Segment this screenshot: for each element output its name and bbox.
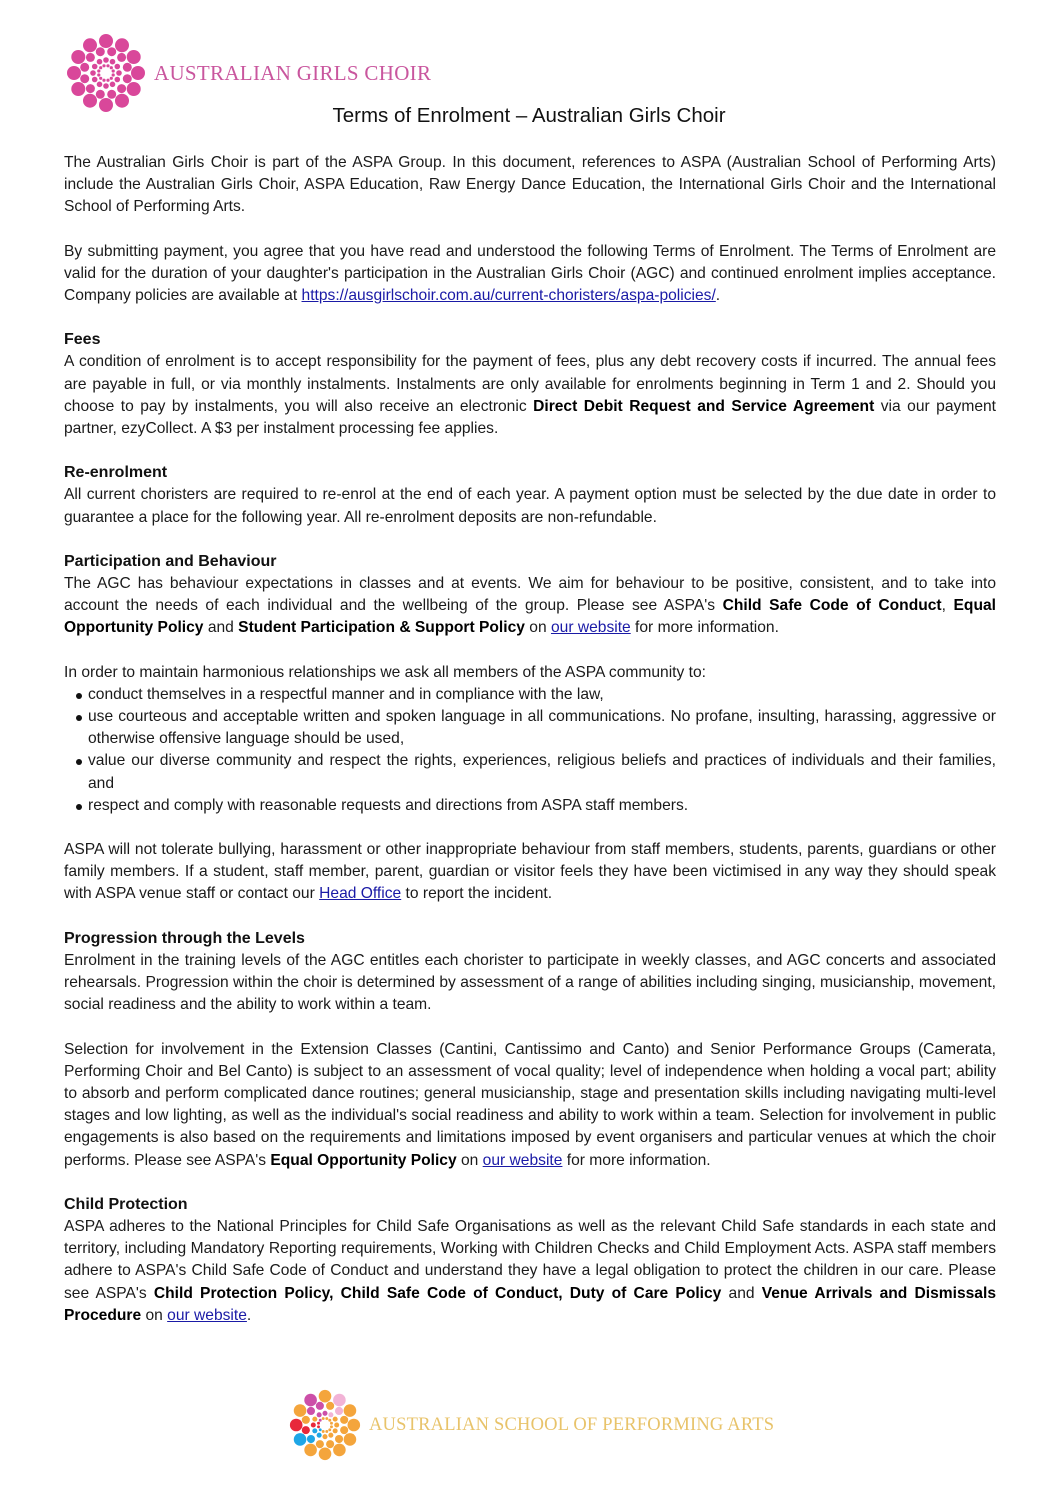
equal-opportunity-bold: Equal Opportunity Policy (64, 597, 996, 637)
document-title: Terms of Enrolment – Australian Girls Choir (332, 104, 726, 127)
list-item: respect and comply with reasonable requests and directions from ASPA staff members. (64, 795, 996, 817)
section-child-protection (64, 1194, 996, 1327)
reenrolment-paragraph: All current choristers are required to re-enrol at the end of each year. A payment option must be selected by the due date in order to guarantee a place for the following year. All re-enrolment deposits are non-refundable. (64, 486, 996, 526)
equal-opportunity-bold: Equal Opportunity Policy (270, 1151, 457, 1169)
text: ASPA will not tolerate bullying, harassment or other inappropriate behaviour from staff members, students, parents, guardians or other family members. If a student, staff member, parent, guardian or visitor feels they have been victimised in any way they should speak with ASPA venue staff or contact our (64, 841, 996, 903)
student-participation-bold: Student Participation & Support Policy (238, 619, 525, 637)
fees-heading: Fees (64, 331, 101, 349)
our-website-link[interactable]: our website (482, 1151, 563, 1169)
our-website-link[interactable]: our website (167, 1306, 247, 1324)
document-body (64, 152, 996, 1349)
section-fees (64, 329, 996, 440)
direct-debit-bold: Direct Debit Request and Service Agreement (533, 397, 875, 415)
participation-paragraph (64, 573, 996, 640)
policies-bold: Child Protection Policy, Child Safe Code of Conduct, Duty of Care Policy (153, 1284, 722, 1302)
text: on (141, 1306, 168, 1324)
aspa-flower-dots-icon (289, 1389, 361, 1461)
text: to report the incident. (401, 885, 553, 903)
tolerance-paragraph (64, 839, 996, 906)
section-participation (64, 551, 996, 640)
our-website-link[interactable]: our website (550, 619, 631, 637)
child-protection-paragraph (64, 1216, 996, 1327)
section-reenrolment (64, 462, 996, 529)
list-item: conduct themselves in a respectful manner and in compliance with the law, (64, 684, 996, 706)
text: and (721, 1284, 762, 1302)
fees-text: A condition of enrolment is to accept responsibility for the payment of fees, plus any debt recovery costs if incurred. The annual fees are payable in full, or via monthly instalments. Instalments are only available for enrolments beginning in Term 1 and 2. Should you choose to pay by instalments, you will also receive an electronic (64, 353, 996, 415)
behaviour-list (64, 684, 996, 817)
intro-paragraph-1: The Australian Girls Choir is part of the ASPA Group. In this document, references to ASPA (Australian School of Performing Arts) include the Australian Girls Choir, ASPA Education, Raw Energy Dance Education, the International Girls Choir and the International School of Performing Arts. (64, 154, 996, 216)
text: on (524, 619, 551, 637)
text: and (203, 619, 239, 637)
text: for more information. (562, 1151, 711, 1169)
list-intro: In order to maintain harmonious relationships we ask all members of the ASPA community to: (64, 663, 706, 681)
text: . (246, 1306, 252, 1324)
text: on (456, 1151, 483, 1169)
agc-logo (66, 33, 431, 113)
venue-procedure-bold: Venue Arrivals and Dismissals Procedure (64, 1284, 996, 1324)
progression-heading: Progression through the Levels (64, 929, 305, 947)
agc-flower-dots-icon (66, 33, 146, 113)
head-office-link[interactable]: Head Office (319, 885, 402, 903)
participation-heading: Participation and Behaviour (64, 552, 277, 570)
child-protection-heading: Child Protection (64, 1195, 188, 1213)
text: ASPA adheres to the National Principles for Child Safe Organisations as well as the relevant Child Safe standards in each state and territory, including Mandatory Reporting requirements, Working with Children Checks and Child Employment Acts. ASPA staff members adhere to ASPA's Child Safe Code of Conduct and understand they have a legal obligation to protect the children in our care. Please see ASPA's (64, 1217, 996, 1302)
text: , (941, 597, 954, 615)
fees-paragraph (64, 351, 996, 440)
section-progression (64, 928, 996, 1172)
intro-text: By submitting payment, you agree that you have read and understood the following Terms of Enrolment. The Terms of Enrolment are valid for the duration of your daughter's participation in the Australian Girls Choir (AGC) and continued enrolment implies acceptance. Company policies are available at (64, 242, 996, 305)
list-item: value our diverse community and respect the rights, experiences, religious beliefs and practices of individuals and their families, and (64, 750, 996, 794)
text: The AGC has behaviour expectations in classes and at events. We aim for behaviour to be positive, consistent, and to take into account the needs of each individual and the wellbeing of the group. Please see ASPA's (64, 575, 996, 615)
policies-link[interactable]: https://ausgirlschoir.com.au/current-choristers/aspa-policies/ (301, 287, 716, 305)
progression-paragraph-2 (64, 1039, 996, 1172)
child-safe-code-bold: Child Safe Code of Conduct (722, 597, 942, 615)
aspa-logo (289, 1389, 774, 1461)
agc-brand-name: AUSTRALIAN GIRLS CHOIR (154, 60, 432, 85)
reenrolment-heading: Re-enrolment (64, 464, 168, 482)
fees-text-end: via our payment partner, ezyCollect. A $3 per instalment processing fee applies. (64, 397, 996, 438)
list-item: use courteous and acceptable written and spoken language in all communications. No profane, insulting, harassing, aggressive or otherwise offensive language should be used, (64, 706, 996, 750)
text: for more information. (630, 619, 779, 637)
aspa-brand-name: AUSTRALIAN SCHOOL OF PERFORMING ARTS (369, 1414, 775, 1435)
text: Selection for involvement in the Extension Classes (Cantini, Cantissimo and Canto) and Senior Performance Groups (Camerata, Performing Choir and Bel Canto) is subject to an assessment of vocal quality; level of independence when holding a vocal part; ability to absorb and perform complicated dance routines; general musicianship, stage and presentation skills including navigating multi-level stages and low lighting, as well as the individual's social readiness and ability to work within a team. Selection for involvement in public engagements is also based on the requirements and limitations imposed by event organisers and particular venues at which the choir performs. Please see ASPA's (64, 1040, 996, 1169)
progression-paragraph-1: Enrolment in the training levels of the AGC entitles each chorister to participate in weekly classes, and AGC concerts and associated rehearsals. Progression within the choir is determined by assessment of a range of abilities including singing, musicianship, movement, social readiness and the ability to work within a team. (64, 951, 996, 1014)
intro-paragraph-2 (64, 241, 996, 308)
intro-text-end: . (715, 287, 721, 305)
